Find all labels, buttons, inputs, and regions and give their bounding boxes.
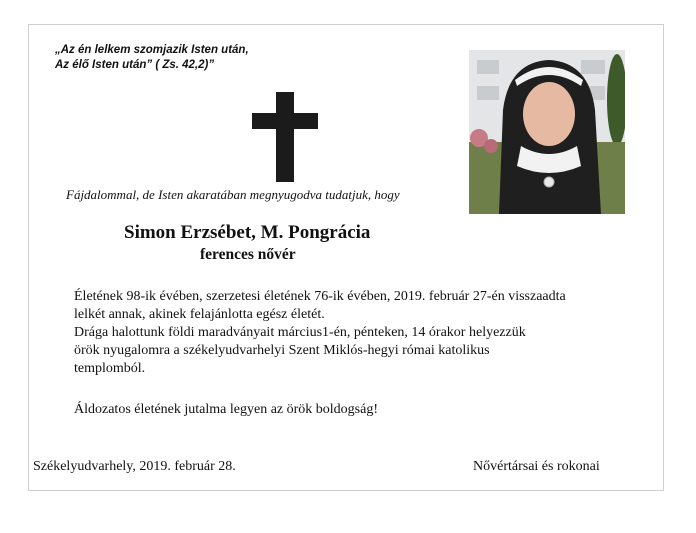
deceased-name: Simon Erzsébet, M. Pongrácia xyxy=(124,222,371,243)
bible-quote xyxy=(55,43,249,73)
closing-text: Áldozatos életének jutalma legyen az örök boldogság! xyxy=(74,402,379,417)
body-line: lelkét annak, akinek felajánlotta egész életét. xyxy=(74,307,325,322)
quote-line-1: „Az én lelkem szomjazik Isten után, xyxy=(55,44,249,56)
cross-icon xyxy=(252,92,318,182)
portrait-photo xyxy=(469,50,625,214)
signature: Nővértársai és rokonai xyxy=(473,459,600,474)
body-line: Drága halottunk földi maradványait március1-én, pénteken, 14 órakor helyezzük xyxy=(74,325,526,340)
nun-portrait-illustration xyxy=(469,50,625,214)
body-line: Életének 98-ik évében, szerzetesi életének 76-ik évében, 2019. február 27-én visszaadta xyxy=(74,289,566,304)
announcement-body xyxy=(74,288,566,378)
body-line: templomból. xyxy=(74,361,146,376)
body-line: örök nyugalomra a székelyudvarhelyi Szent Miklós-hegyi római katolikus xyxy=(74,343,490,358)
intro-text: Fájdalommal, de Isten akaratában megnyugodva tudatjuk, hogy xyxy=(66,187,400,202)
quote-line-2: Az élő Isten után” ( Zs. 42,2)” xyxy=(55,59,215,71)
place-date: Székelyudvarhely, 2019. február 28. xyxy=(33,459,236,474)
deceased-role: ferences nővér xyxy=(200,246,296,263)
